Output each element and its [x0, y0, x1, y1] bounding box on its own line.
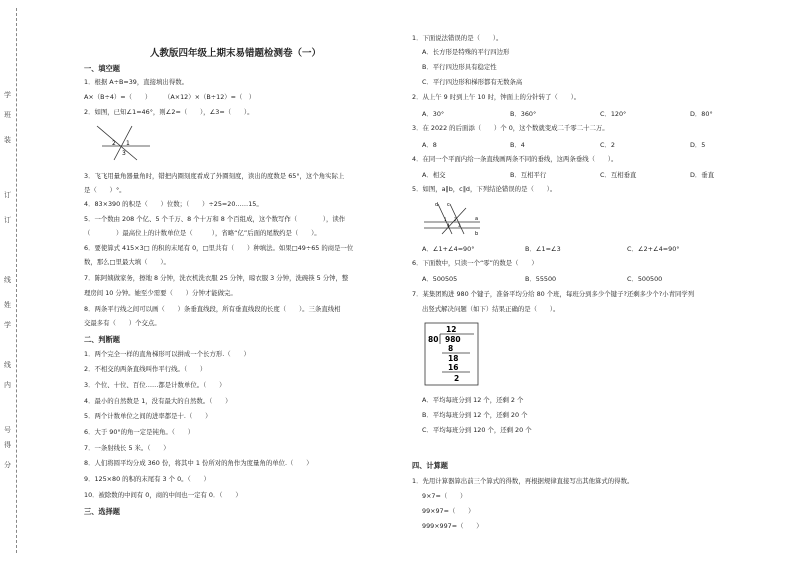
angle-label: 3	[458, 223, 461, 228]
section-heading: 三、选择题	[84, 507, 120, 516]
option: D．垂直	[690, 171, 715, 179]
option: A．500505	[422, 275, 458, 283]
question-text: 理房间 10 分钟。她至少需要（ ）分钟才能做完。	[84, 289, 237, 297]
question-text: 7．某集团购进 980 个键子，准备平均分给 80 个班，每班分到多少个键子?还剩多少个?小青同学列	[412, 290, 695, 298]
judge-item: 5．两个计数单位之间的进率都是十.（ ）	[84, 412, 212, 420]
angle-label: 2	[454, 217, 457, 222]
margin-char: 线	[4, 361, 11, 369]
margin-char: 装	[4, 136, 11, 144]
angle-figure	[92, 124, 152, 162]
angle-label: 1	[126, 140, 130, 147]
margin-char: 分	[4, 461, 11, 469]
judge-item: 1．两个完全一样的直角梯形可以拼成一个长方形.（ ）	[84, 350, 250, 358]
option: C．120°	[600, 110, 627, 118]
option: C．平均每班分到 120 个，还剩 20 个	[422, 426, 532, 434]
binding-margin	[0, 0, 24, 562]
option: B．平行四边形具有稳定性	[422, 63, 497, 71]
angle-label: 2	[112, 140, 116, 147]
option: B．4	[510, 141, 525, 149]
margin-char: 学	[4, 91, 11, 99]
margin-char: 线	[4, 276, 11, 284]
margin-char: 得	[4, 441, 11, 449]
division-divisor: 80	[428, 335, 439, 344]
question-text: （ ）最高位上的计数单位是（ ），省略“亿”后面的尾数约是（ ）。	[84, 229, 321, 237]
margin-char: 班	[4, 111, 11, 119]
margin-char: 订	[4, 216, 11, 224]
option: D．5	[690, 141, 706, 149]
figure-line	[450, 204, 464, 234]
question-text: 6．要使算式 415×3□ 的积的末尾有 0，□里共有（ ）种填法。如果□49÷65 的商是一位	[84, 244, 354, 252]
binding-line	[16, 8, 17, 553]
option: A．∠1+∠4=90°	[422, 245, 475, 253]
margin-char: 学	[4, 321, 11, 329]
section-heading: 一、填空题	[84, 64, 120, 73]
judge-item: 4．最小的自然数是 1，没有最大的自然数。（ ）	[84, 397, 232, 405]
question-text: 出竖式解决问题（如下）结果正确的是（ ）。	[422, 305, 560, 313]
option: B．55500	[525, 275, 557, 283]
judge-item: 7．一条射线长 5 米。（ ）	[84, 444, 170, 452]
question-text: 交最多有（ ）个交点。	[84, 319, 161, 327]
option: C．500500	[627, 275, 663, 283]
question-text: 数，那么□里最大填（ ）。	[84, 258, 170, 266]
margin-char: 内	[4, 381, 11, 389]
division-quotient: 12	[446, 325, 457, 334]
option: A．30°	[422, 110, 445, 118]
option: C．∠2+∠4=90°	[627, 245, 680, 253]
angle-label: 4	[447, 223, 450, 228]
question-text: 4．在同一个平面内给一条直线画两条不同的垂线，这两条垂线（ ）。	[412, 155, 618, 163]
line-label: b	[475, 231, 479, 236]
margin-char: 姓	[4, 301, 11, 309]
question-text: 2．如图，已知∠1=46°，则∠2=（ ），∠3=（ ）。	[84, 108, 254, 116]
judge-item: 8．人们将圆平均分成 360 份，将其中 1 份所对的角作为度量角的单位.（ ）	[84, 459, 313, 467]
margin-char: 订	[4, 191, 11, 199]
judge-item: 6．大于 90°的角一定是钝角。（ ）	[84, 428, 195, 436]
section-heading: 二、判断题	[84, 335, 120, 344]
division-dividend: 980	[445, 335, 461, 344]
division-step: 8	[448, 344, 454, 353]
judge-item: 9．125×80 的积的末尾有 3 个 0。（ ）	[84, 475, 210, 483]
question-text: 1．先用计算器算出前三个算式的得数，再根据规律直接写出其他算式的得数。	[412, 477, 634, 485]
long-division-figure	[424, 322, 479, 386]
option: B．360°	[510, 110, 537, 118]
angle-label: 3	[122, 150, 126, 157]
question-text: 4．83×390 的积是（ ）位数；（ ）÷25=20……15。	[84, 200, 263, 208]
page-title: 人教版四年级上期末易错题检测卷（一）	[150, 48, 322, 59]
option: B．互相平行	[510, 171, 547, 179]
question-text: 3．飞飞用量角器量角时，错把内圈刻度看成了外圈刻度，读出的度数是 65°，这个角实际上	[84, 172, 345, 180]
angle-label: 1	[444, 217, 447, 222]
line-label: d	[435, 202, 439, 208]
option: B．平均每班分到 12 个，还剩 20 个	[422, 411, 528, 419]
option: A．平均每班分到 12 个，还剩 2 个	[422, 396, 524, 404]
line-label: a	[475, 216, 479, 222]
question-text: 7．陈阿姨做家务，擦地 8 分钟，洗衣机洗衣服 25 分钟，晾衣服 3 分钟，洗碗筷 5 分钟，整	[84, 274, 349, 282]
option: C．互相垂直	[600, 171, 637, 179]
question-text: 6．下面数中，只读一个“零”的数是（ ）	[412, 259, 538, 267]
option: D．80°	[690, 110, 713, 118]
option: C．2	[600, 141, 615, 149]
option: C．平行四边形和梯形都有无数条高	[422, 78, 523, 86]
question-text: 5．一个数由 208 个亿、5 个千万、8 个十万和 8 个百组成，这个数写作（ ），读作	[84, 215, 346, 223]
calc-item: 99×97=（ ）	[422, 507, 475, 515]
calc-item: 999×997=（ ）	[422, 522, 483, 530]
margin-char: 号	[4, 426, 11, 434]
judge-item: 3．个位、十位、百位……都是计数单位。（ ）	[84, 381, 226, 389]
question-text: 1．下面说法错误的是（ ）。	[412, 34, 503, 42]
parallel-lines-figure	[420, 198, 482, 236]
calc-item: 9×7=（ ）	[422, 492, 467, 500]
question-text: 是（ ）°。	[84, 186, 126, 194]
question-text: 5．如图，a∥b，c∥d，下列结论错误的是（ ）。	[412, 185, 557, 193]
option: A．8	[422, 141, 437, 149]
section-heading: 四、计算题	[412, 461, 448, 470]
question-text: 1．根据 A÷B=39，直接填出得数。	[84, 78, 188, 86]
division-remainder: 2	[454, 374, 460, 383]
option: A．长方形是特殊的平行四边形	[422, 48, 510, 56]
question-text: 2．从上午 9 时到上午 10 时，钟面上的分针转了（ ）。	[412, 93, 581, 101]
question-text: A×（B÷4）=（ ） （A×12）×（B÷12）=（ ）	[84, 93, 256, 101]
judge-item: 10．被除数的中间有 0，商的中间也一定有 0．（ ）	[84, 491, 242, 499]
question-text: 8．两条平行线之间可以画（ ）条垂直线段，所有垂直线段的长度（ ）。三条直线相	[84, 305, 341, 313]
option: B．∠1=∠3	[525, 245, 561, 253]
division-step: 18	[448, 354, 459, 363]
line-label: c	[447, 202, 450, 208]
judge-item: 2．不相交的两条直线叫作平行线。（ ）	[84, 365, 207, 373]
option: A．相交	[422, 171, 446, 179]
division-step: 16	[448, 363, 459, 372]
question-text: 3．在 2022 的后面添（ ）个 0，这个数就变成二千零二十二万。	[412, 124, 609, 132]
